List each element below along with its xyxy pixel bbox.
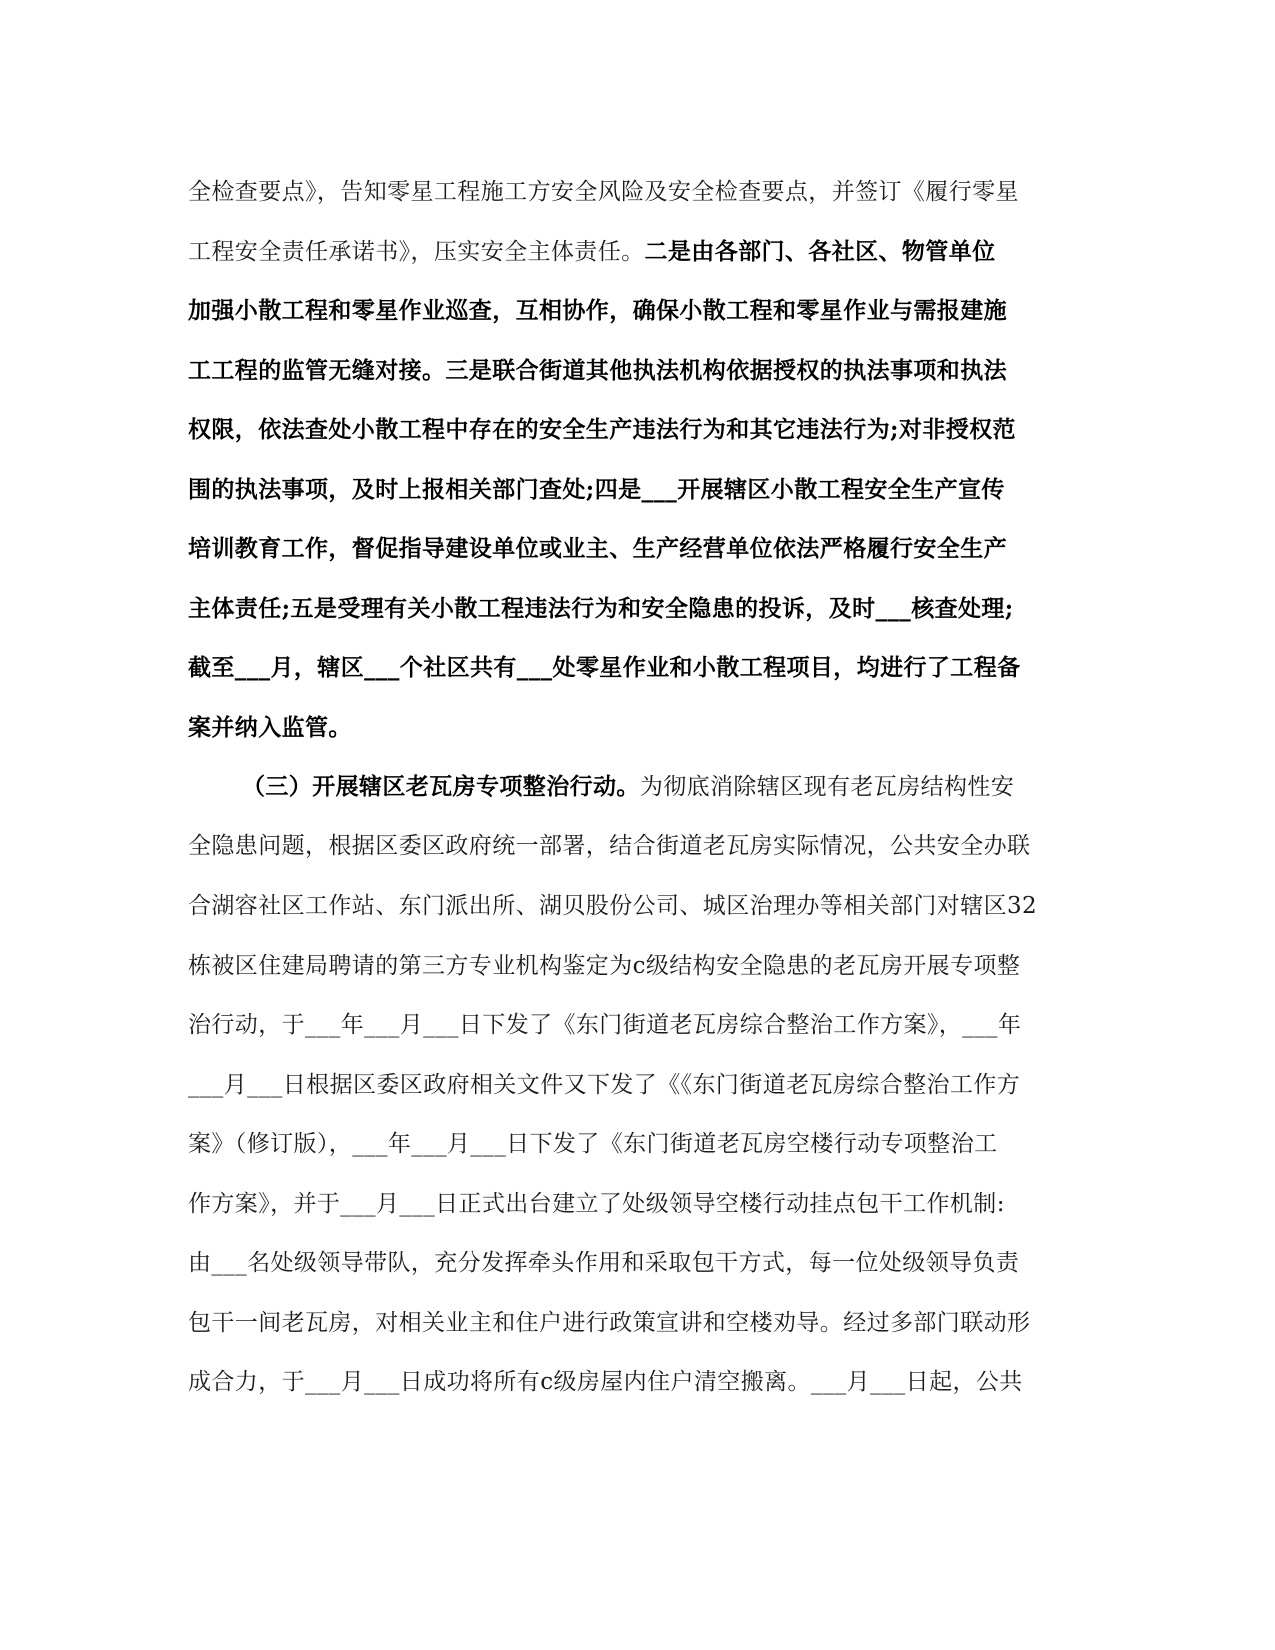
paragraph-2-line-4: 栋被区住建局聘请的第三方专业机构鉴定为c级结构安全隐患的老瓦房开展专项整	[188, 953, 1021, 979]
line-text-regular: 工程安全责任承诺书》，压实安全主体责任。	[188, 239, 645, 265]
line-text-regular: 全检查要点》，告知零星工程施工方安全风险及安全检查要点，并签订《履行零星	[188, 179, 1019, 205]
paragraph-2-line-10: 包干一间老瓦房，对相关业主和住户进行政策宣讲和空楼劝导。经过多部门联动形	[188, 1310, 1031, 1336]
paragraph-2-line-9: 由___名处级领导带队，充分发挥牵头作用和采取包干方式，每一位处级领导负责	[188, 1250, 1020, 1276]
paragraph-1-line-9	[188, 648, 1088, 688]
paragraph-2-line-2: 全隐患问题，根据区委区政府统一部署，结合街道老瓦房实际情况，公共安全办联	[188, 833, 1031, 859]
line-text-bold: 权限，依法查处小散工程中存在的安全生产违法行为和其它违法行为;对非授权范	[188, 416, 1016, 443]
line-text-bold: 二是由各部门、各社区、物管单位	[644, 238, 996, 265]
paragraph-1-line-2	[188, 232, 1088, 272]
paragraph-1-line-10	[188, 708, 1088, 748]
paragraph-1-line-3	[188, 291, 1088, 331]
section-heading: （三）开展辖区老瓦房专项整治行动。	[242, 773, 640, 800]
line-text-bold: 截至___月，辖区___个社区共有___处零星作业和小散工程项目，均进行了工程备	[188, 654, 1021, 681]
line-text-bold: 加强小散工程和零星作业巡查，互相协作，确保小散工程和零星作业与需报建施	[188, 297, 1007, 324]
paragraph-1-line-1	[188, 172, 1088, 212]
line-text-bold: 工工程的监管无缝对接。三是联合街道其他执法机构依据授权的执法事项和执法	[188, 357, 1007, 384]
paragraph-1-line-4	[188, 351, 1088, 391]
paragraph-1-line-5	[188, 410, 1088, 450]
paragraph-2-line-1	[242, 767, 1088, 807]
line-text-bold: 主体责任;五是受理有关小散工程违法行为和安全隐患的投诉，及时___核查处理;	[188, 595, 1014, 622]
line-text-bold: 案并纳入监管。	[188, 714, 352, 741]
paragraph-1-line-6	[188, 470, 1088, 510]
paragraph-2-line-11: 成合力，于___月___日成功将所有c级房屋内住户清空搬离。___月___日起，公共	[188, 1369, 1023, 1395]
paragraph-1-line-8	[188, 589, 1088, 629]
paragraph-2-line-3: 合湖容社区工作站、东门派出所、湖贝股份公司、城区治理办等相关部门对辖区32	[188, 893, 1038, 919]
paragraph-2-line-8: 作方案》，并于___月___日正式出台建立了处级领导空楼行动挂点包干工作机制:	[188, 1191, 1005, 1217]
paragraph-2-line-7: 案》（修订版），___年___月___日下发了《东门街道老瓦房空楼行动专项整治工	[188, 1131, 998, 1157]
line-text-bold: 培训教育工作，督促指导建设单位或业主、生产经营单位依法严格履行安全生产	[188, 535, 1007, 562]
line-text-regular: 为彻底消除辖区现有老瓦房结构性安	[639, 774, 1015, 800]
paragraph-1-line-7	[188, 529, 1088, 569]
paragraph-2-line-5: 治行动，于___年___月___日下发了《东门街道老瓦房综合整治工作方案》，___年	[188, 1012, 1022, 1038]
line-text-bold: 围的执法事项，及时上报相关部门查处;四是___开展辖区小散工程安全生产宣传	[188, 476, 1005, 503]
paragraph-2-line-6: ___月___日根据区委区政府相关文件又下发了《《东门街道老瓦房综合整治工作方	[188, 1072, 1021, 1098]
